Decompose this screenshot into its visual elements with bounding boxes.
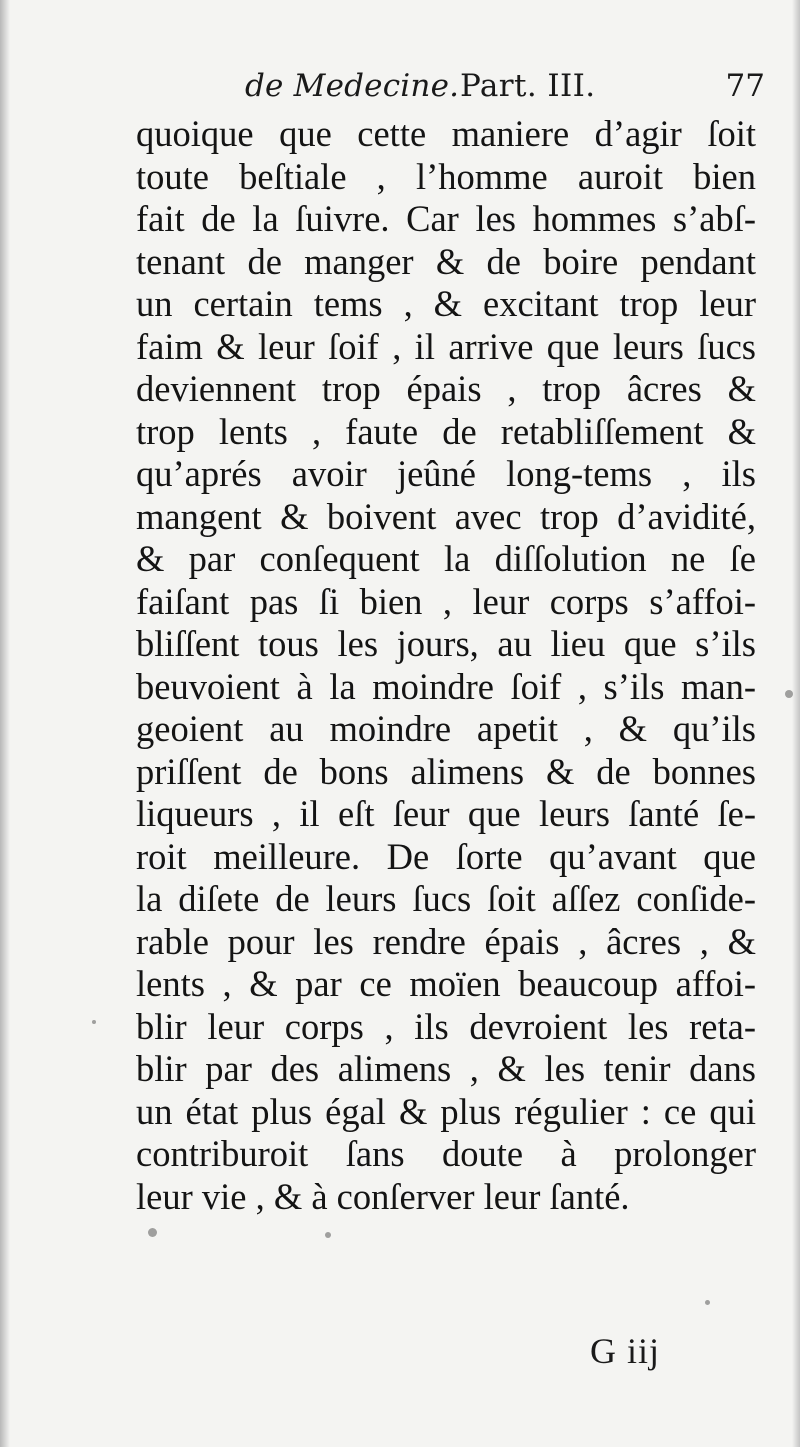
text-line: & par conſequent la diſſolution ne ſe	[136, 538, 756, 579]
text-line: roit meilleure. De ſorte qu’avant que	[136, 835, 756, 877]
text-line: faim & leur ſoif , il arrive que leurs ſucs	[136, 325, 756, 367]
text-line: priſſent de bons alimens & de bonnes	[136, 750, 756, 792]
text-line: leur vie , & à conſerver leur ſanté.	[136, 1175, 630, 1217]
signature-mark: G iij	[590, 1331, 661, 1371]
running-title: de Medecine.	[245, 68, 460, 104]
text-line: trop lents , faute de retabliſſement &	[136, 410, 756, 452]
text-line: contriburoit ſans doute à prolonger	[136, 1133, 756, 1174]
part-label: Part. III.	[460, 68, 596, 104]
text-line: un état plus égal & plus régulier : ce qui	[136, 1090, 756, 1132]
page-edge-shadow-left	[0, 0, 10, 1447]
text-line: toute beſtiale , l’homme auroit bien	[136, 155, 756, 197]
text-line: mangent & boivent avec trop d’avidité,	[136, 495, 756, 537]
text-line: fait de la ſuivre. Car les hommes s’abſ-	[136, 198, 756, 239]
ink-speck	[92, 1020, 96, 1024]
text-line: liqueurs , il eſt ſeur que leurs ſanté ſe-	[136, 793, 756, 834]
text-line: beuvoient à la moindre ſoif , s’ils man-	[136, 665, 756, 707]
text-line: quoique que cette maniere d’agir ſoit	[136, 113, 756, 154]
text-line: blir par des alimens , & les tenir dans	[136, 1048, 756, 1089]
text-line: blir leur corps , ils devroient les reta-	[136, 1005, 756, 1047]
text-line: la diſete de leurs ſucs ſoit aſſez conſide-	[136, 878, 756, 919]
running-header	[245, 68, 765, 112]
ink-speck	[325, 1232, 331, 1238]
ink-speck	[705, 1300, 710, 1305]
text-line: un certain tems , & excitant trop leur	[136, 283, 756, 324]
text-line: bliſſent tous les jours, au lieu que s’ils	[136, 623, 756, 664]
page-edge-shadow-right	[792, 0, 800, 1447]
text-line: geoient au moindre apetit , & qu’ils	[136, 708, 756, 749]
text-line: lents , & par ce moïen beaucoup affoi-	[136, 963, 756, 1004]
ink-speck	[148, 1228, 157, 1237]
text-line: qu’aprés avoir jeûné long-tems , ils	[136, 453, 756, 494]
text-line: faiſant pas ſi bien , leur corps s’affoi-	[136, 580, 756, 622]
page-number: 77	[725, 68, 765, 104]
text-line: rable pour les rendre épais , âcres , &	[136, 920, 756, 962]
text-line: tenant de manger & de boire pendant	[136, 240, 756, 282]
text-line: deviennent trop épais , trop âcres &	[136, 368, 756, 409]
ink-speck	[785, 690, 793, 698]
body-text	[136, 113, 756, 1218]
